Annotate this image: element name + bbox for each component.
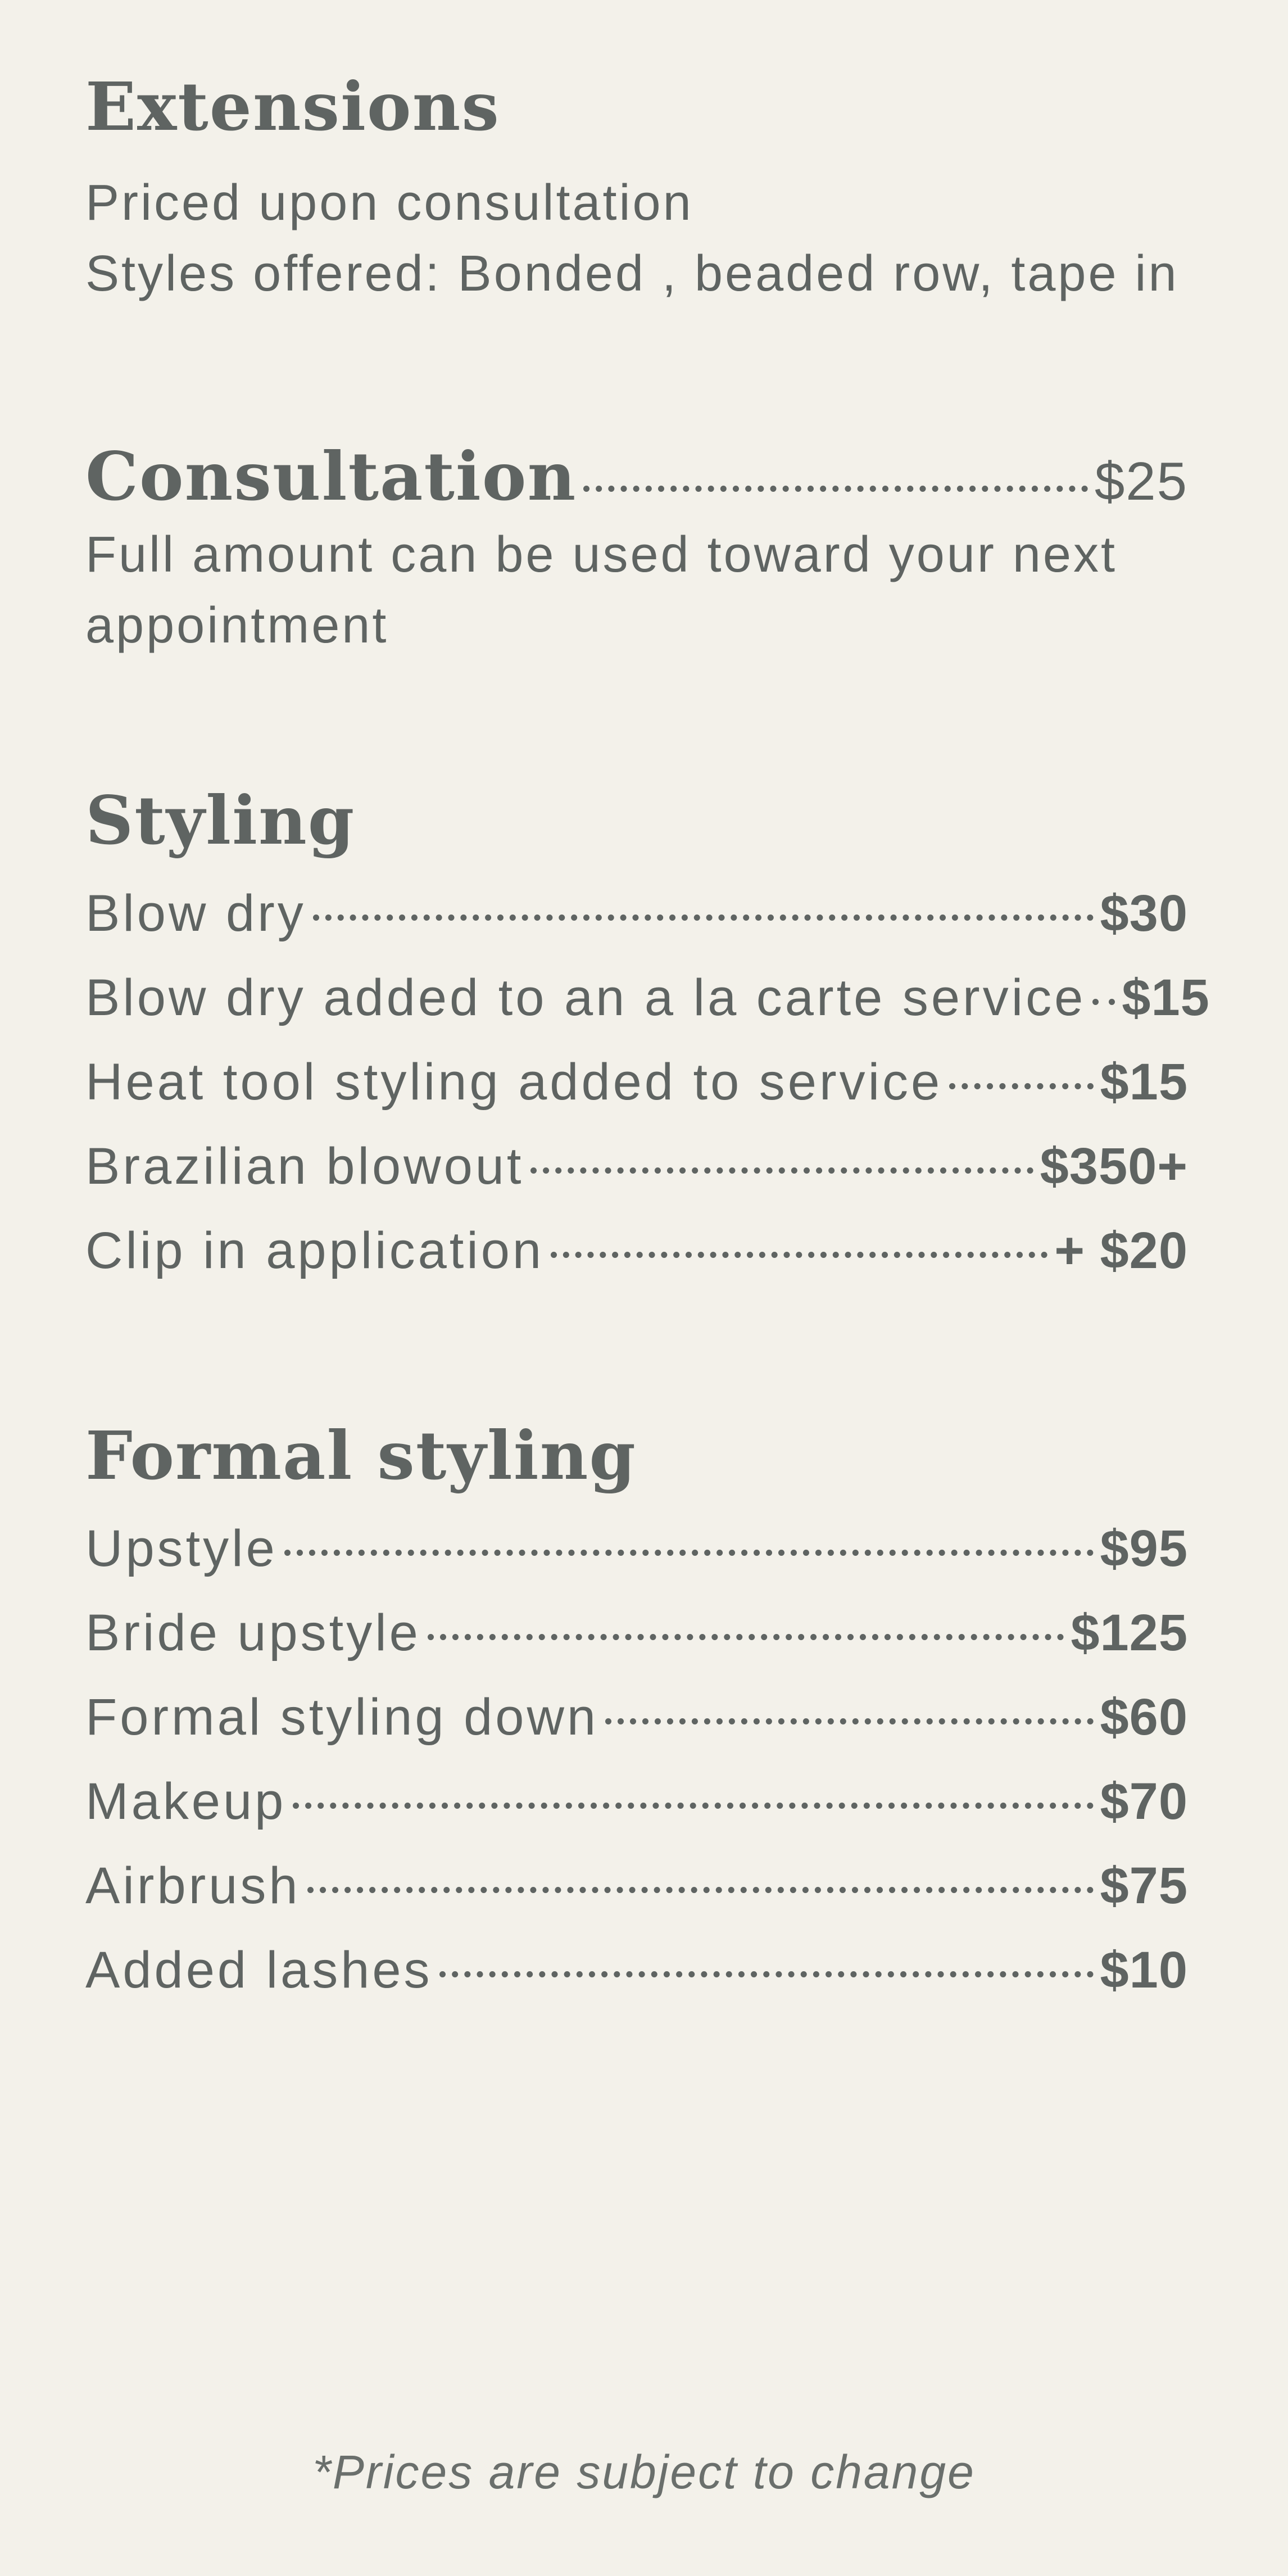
dot-leader bbox=[307, 1887, 1094, 1893]
dot-leader bbox=[605, 1718, 1093, 1724]
dot-leader bbox=[293, 1803, 1093, 1809]
section-styling bbox=[85, 781, 1210, 1293]
item-price: $75 bbox=[1100, 1857, 1188, 1914]
item-name: Makeup bbox=[85, 1773, 287, 1830]
item-name: Bride upstyle bbox=[85, 1604, 421, 1662]
dot-leader bbox=[583, 486, 1088, 492]
price-list-item bbox=[85, 956, 1210, 1040]
price-list-item bbox=[85, 1928, 1188, 2012]
item-name: Blow dry added to an a la carte service bbox=[85, 969, 1086, 1026]
section-title-styling: Styling bbox=[85, 781, 356, 859]
extensions-styles-offered: Styles offered: Bonded , beaded row, tape in bbox=[85, 246, 1179, 302]
dot-leader bbox=[949, 1083, 1093, 1089]
price-list-item bbox=[85, 1591, 1188, 1675]
item-price: $125 bbox=[1071, 1604, 1188, 1662]
extensions-pricing-note: Priced upon consultation bbox=[85, 175, 693, 231]
item-name: Formal styling down bbox=[85, 1688, 599, 1746]
price-list-item bbox=[85, 1124, 1188, 1208]
item-price: $15 bbox=[1122, 969, 1210, 1026]
item-name: Clip in application bbox=[85, 1222, 545, 1279]
price-list-item bbox=[85, 1844, 1188, 1928]
item-name: Added lashes bbox=[85, 1941, 433, 1999]
item-name: Airbrush bbox=[85, 1857, 301, 1914]
price-list-item bbox=[85, 1208, 1188, 1293]
price-list-page bbox=[85, 0, 1210, 2576]
price-list-item bbox=[85, 1506, 1188, 1591]
price-disclaimer: *Prices are subject to change bbox=[312, 2446, 976, 2498]
item-price: $350+ bbox=[1040, 1138, 1188, 1195]
dot-leader bbox=[1092, 999, 1115, 1005]
section-title-consultation: Consultation bbox=[85, 437, 577, 515]
section-title-extensions: Extensions bbox=[85, 67, 500, 146]
price-list-item bbox=[85, 1675, 1188, 1759]
section-title-formal-styling: Formal styling bbox=[85, 1416, 637, 1495]
dot-leader bbox=[313, 914, 1094, 921]
item-price: $70 bbox=[1100, 1773, 1188, 1830]
dot-leader bbox=[530, 1167, 1033, 1174]
consultation-description: Full amount can be used toward your next appointment bbox=[85, 527, 1117, 654]
item-name: Upstyle bbox=[85, 1520, 278, 1577]
item-price: + $20 bbox=[1054, 1222, 1188, 1279]
section-consultation bbox=[85, 437, 1188, 661]
price-list-item bbox=[85, 1759, 1188, 1844]
item-price: $95 bbox=[1100, 1520, 1188, 1577]
consultation-price: $25 bbox=[1094, 451, 1188, 511]
item-price: $15 bbox=[1100, 1053, 1188, 1111]
section-formal-styling bbox=[85, 1416, 1188, 2012]
dot-leader bbox=[428, 1634, 1064, 1640]
item-price: $10 bbox=[1100, 1941, 1188, 1999]
item-name: Brazilian blowout bbox=[85, 1138, 524, 1195]
price-list-item bbox=[85, 871, 1188, 956]
item-name: Blow dry bbox=[85, 885, 306, 942]
price-list-item bbox=[85, 1040, 1188, 1124]
dot-leader bbox=[551, 1252, 1047, 1258]
formal-styling-item-list bbox=[85, 1506, 1188, 2012]
item-price: $60 bbox=[1100, 1688, 1188, 1746]
dot-leader bbox=[439, 1971, 1094, 1977]
dot-leader bbox=[284, 1550, 1094, 1556]
consultation-title-row bbox=[85, 437, 1188, 516]
section-extensions bbox=[85, 67, 1188, 309]
item-name: Heat tool styling added to service bbox=[85, 1053, 943, 1111]
styling-item-list bbox=[85, 871, 1210, 1293]
item-price: $30 bbox=[1100, 885, 1188, 942]
